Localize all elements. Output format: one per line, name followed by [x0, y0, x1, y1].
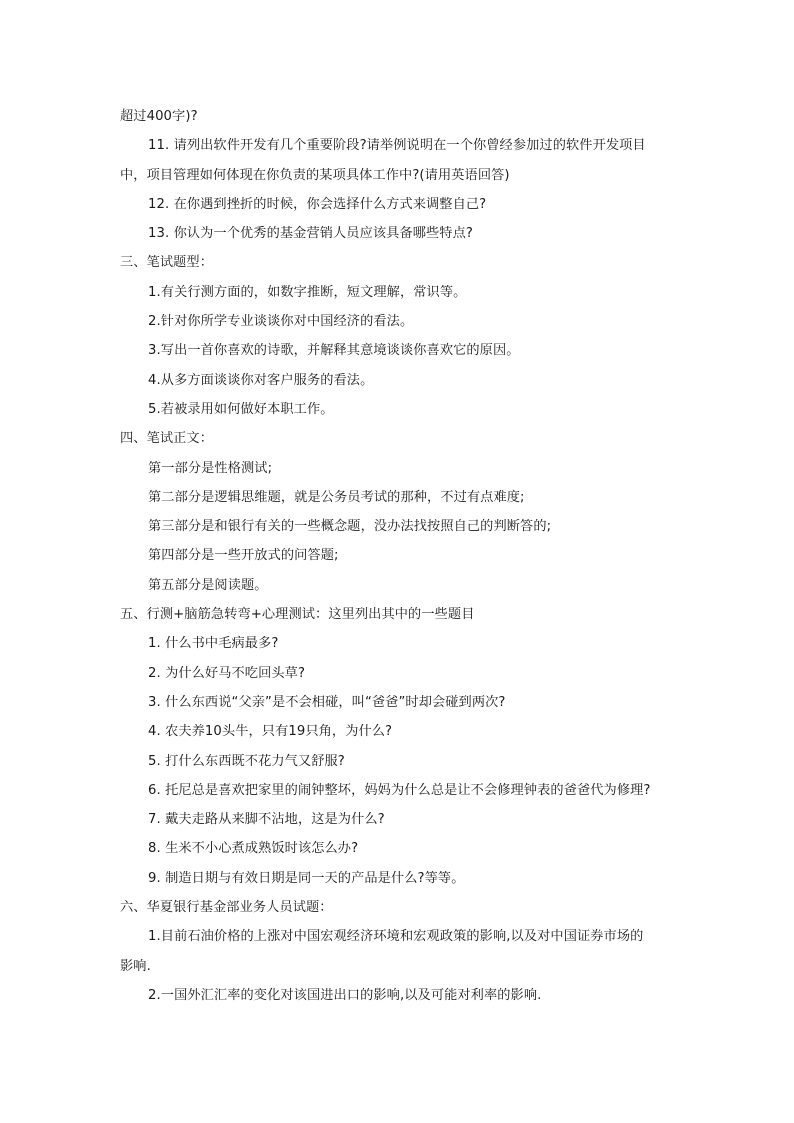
list-item: 4. 农夫养10头牛，只有19只角，为什么? — [148, 724, 393, 740]
list-item: 1.目前石油价格的上涨对中国宏观经济环境和宏观政策的影响,以及对中国证券市场的 — [148, 929, 644, 945]
section-heading-3: 三、笔试题型： — [120, 255, 214, 271]
section-heading-5: 五、行测+脑筋急转弯+心理测试：这里列出其中的一些题目 — [120, 607, 475, 623]
section-heading-6: 六、华夏银行基金部业务人员试题： — [120, 900, 333, 916]
list-item: 2.针对你所学专业谈谈你对中国经济的看法。 — [148, 314, 414, 330]
list-item: 7. 戴夫走路从来脚不沾地，这是为什么? — [148, 812, 385, 828]
list-item: 2.一国外汇汇率的变化对该国进出口的影响,以及可能对利率的影响. — [148, 987, 542, 1003]
question-12-line: 12. 在你遇到挫折的时候，你会选择什么方式来调整自己? — [148, 196, 487, 212]
list-item: 第一部分是性格测试; — [148, 460, 273, 476]
list-item: 9. 制造日期与有效日期是同一天的产品是什么?等等。 — [148, 870, 465, 886]
list-item: 1. 什么书中毛病最多? — [148, 636, 279, 652]
list-item: 3. 什么东西说“父亲”是不会相碰，叫“爸爸”时却会碰到两次? — [148, 694, 506, 710]
list-item: 2. 为什么好马不吃回头草? — [148, 665, 306, 681]
list-item: 3.写出一首你喜欢的诗歌，并解释其意境谈谈你喜欢它的原因。 — [148, 343, 520, 359]
question-13-line: 13. 你认为一个优秀的基金营销人员应该具备哪些特点? — [148, 226, 473, 242]
document-body — [120, 102, 680, 1010]
list-item-continuation: 影响. — [120, 958, 151, 974]
question-11-continuation: 中，项目管理如何体现在你负责的某项具体工作中?(请用英语回答) — [120, 167, 510, 183]
list-item: 8. 生米不小心煮成熟饭时该怎么办? — [148, 841, 359, 857]
list-item: 5.若被录用如何做好本职工作。 — [148, 401, 334, 417]
list-item: 第三部分是和银行有关的一些概念题，没办法找按照自己的判断答的; — [148, 519, 552, 535]
list-item: 第四部分是一些开放式的问答题; — [148, 548, 339, 564]
list-item: 第二部分是逻辑思维题，就是公务员考试的那种，不过有点难度; — [148, 489, 525, 505]
section-heading-4: 四、笔试正文： — [120, 431, 214, 447]
question-11-line: 11. 请列出软件开发有几个重要阶段?请举例说明在一个你曾经参加过的软件开发项目 — [148, 138, 646, 154]
list-item: 第五部分是阅读题。 — [148, 577, 268, 593]
list-item: 4.从多方面谈谈你对客户服务的看法。 — [148, 372, 374, 388]
text-line: 超过400字)? — [120, 109, 198, 124]
list-item: 6. 托尼总是喜欢把家里的闹钟整坏，妈妈为什么总是让不会修理钟表的爸爸代为修理? — [148, 782, 651, 798]
list-item: 5. 打什么东西既不花力气又舒服? — [148, 753, 345, 769]
list-item: 1.有关行测方面的，如数字推断，短文理解，常识等。 — [148, 284, 467, 300]
